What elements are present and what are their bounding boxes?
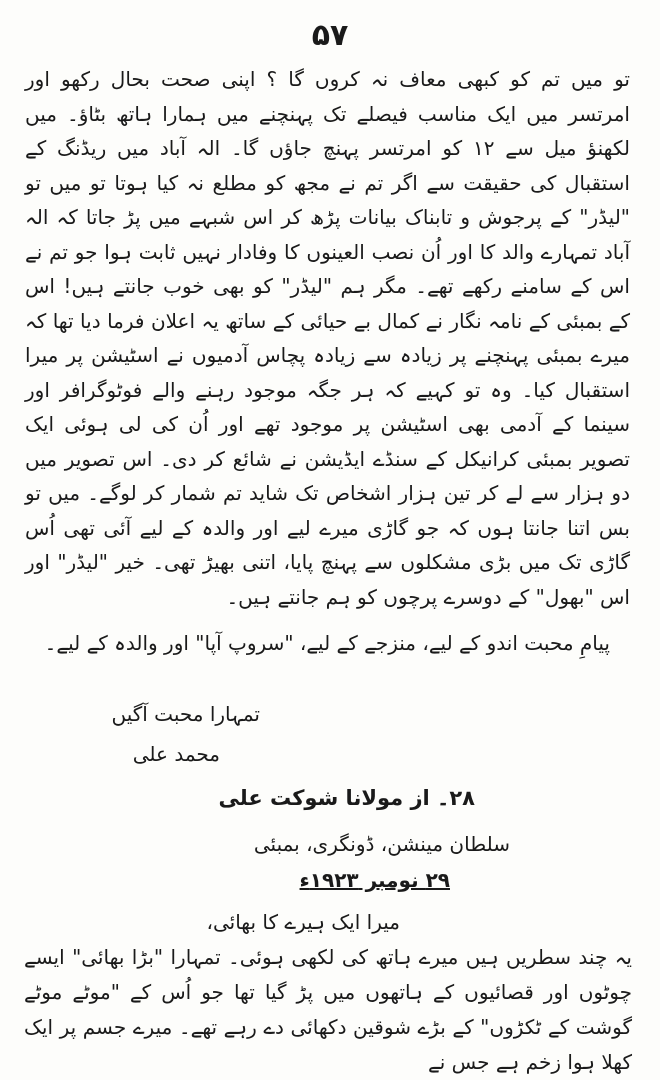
body-paragraph: تو میں تم کو کبھی معاف نہ کروں گا ؟ اپنی صحت بحال رکھو اور امرتسر میں ایک مناسب فیصلے تک پہنچنے میں ہمارا ہاتھ بٹاؤ۔ میں لکھنؤ میل سے ۱۲ کو امرتسر پہنچ جاؤں گا۔ الہ آباد میں ریڈنگ کے استقبال کی حقیقت سے اگر تم نے مجھ کو مطلع نہ کیا ہوتا تو میں تو "لیڈر" کے پرجوش و تابناک بیانات پڑھ کر اس شبہے میں پڑ جاتا کہ الہ آباد تمہارے والد کا اور اُن نصب العینوں کا وفادار نہیں ثابت ہوا جو تم نے اس کے سامنے رکھے تھے۔ مگر ہم "لیڈر" کو بھی خوب جانتے ہیں! اس کے بمبئی کے نامہ نگار نے کمال بے حیائی کے ساتھ یہ اعلان فرما دیا تھا کہ میرے بمبئی پہنچنے پر زیادہ سے زیادہ پچاس آدمیوں نے اسٹیشن پر میرا استقبال کیا۔ وہ تو کہیے کہ ہر جگہ موجود رہنے والے فوٹوگرافر اور سینما کے آدمی بھی اسٹیشن پر موجود تھے اور اُن کی لی ہوئی ایک تصویر بمبئی کرانیکل کے سنڈے ایڈیشن نے شائع کر دی۔ اس تصویر میں دو ہزار سے لے کر تین ہزار اشخاص تک شاید تم شمار کر لوگے۔ میں تو بس اتنا جانتا ہوں کہ جو گاڑی میرے لیے اور والدہ کے لیے آئی تھی اُس گاڑی تک میں بڑی مشکلوں سے پہنچ پایا، اتنی بھیڑ تھی۔ خیر "لیڈر" اور اس "بھول" کے دوسرے پرچوں کو ہم جانتے ہیں۔ — [25, 67, 630, 609]
new-letter-body — [24, 940, 632, 1080]
letter-salutation: میرا ایک ہیرے کا بھائی، — [206, 910, 400, 934]
letter-date: ۲۹ نومبر ۱۹۲۳ء — [299, 868, 450, 892]
page-number: ۵۷ — [311, 18, 349, 53]
letter-heading: ۲۸۔ از مولانا شوکت علی — [218, 786, 475, 810]
signoff-phrase: تمہارا محبت آگیں — [111, 702, 260, 726]
letter-body-continued — [25, 62, 630, 614]
new-letter-paragraph: یہ چند سطریں ہیں میرے ہاتھ کی لکھی ہوئی۔ تمہارا "بڑا بھائی" ایسے چوٹوں اور قصائیوں کے ہاتھوں میں پڑ گیا تھا جو اُس کے "موٹے موٹے گوشت کے ٹکڑوں" کے بڑے شوقین دکھائی دے رہے تھے۔ میرے جسم پر ایک کھلا ہوا زخم ہے جس نے — [24, 945, 632, 1074]
closing-paragraph: پیامِ محبت اندو کے لیے، منزجے کے لیے، "سروپ آپا" اور والدہ کے لیے۔ — [44, 631, 610, 655]
letter-address: سلطان مینشن، ڈونگری، بمبئی — [253, 832, 510, 856]
closing-message — [30, 626, 610, 660]
signoff-name: محمد علی — [132, 742, 220, 766]
